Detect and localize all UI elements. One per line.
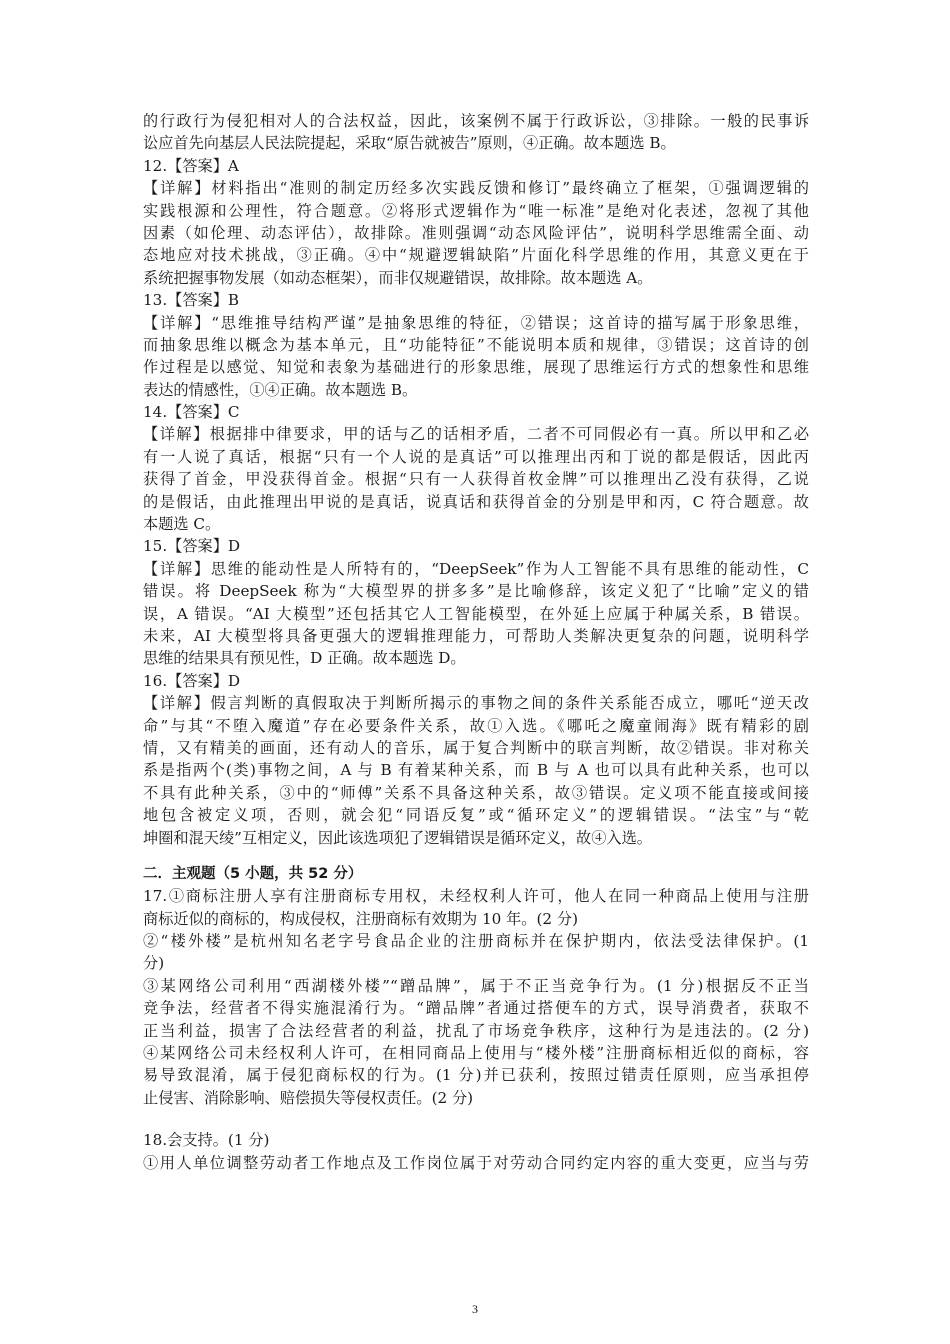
text-line: 而抽象思维以概念为基本单元，且“功能特征”不能说明本质和规律，③错误；这首诗的创 [143,335,809,354]
text-line: 态地应对技术挑战，③正确。④中“规避逻辑缺陷”片面化科学思维的作用，其意义更在于 [143,246,809,265]
text-line: 【详解】根据排中律要求，甲的话与乙的话相矛盾，二者不可同假必有一真。所以甲和乙必 [143,425,809,444]
text-line: 的是假话，由此推理出甲说的是真话，说真话和获得首金的分别是甲和丙，C 符合题意。故 [143,492,809,511]
text-line: 作过程是以感觉、知觉和表象为基础进行的形象思维，展现了思维运行方式的想象性和思维 [143,358,809,377]
answer-13: 13.【答案】B [143,291,240,310]
text-line: 讼应首先向基层人民法院提起，采取“原告就被告”原则，④正确。故本题选 B。 [143,134,676,153]
text-line: 未来，AI 大模型将具备更强大的逻辑推理能力，可帮助人类解决更复杂的问题，说明科学 [143,626,809,645]
text-line: ④某网络公司未经权利人许可，在相同商品上使用与“楼外楼”注册商标相近似的商标，容 [143,1044,809,1063]
text-line: 正当利益，损害了合法经营者的利益，扰乱了市场竞争秩序，这种行为是违法的。(2 分) [143,1021,809,1040]
text-line: 分) [143,954,165,973]
text-line: 【详解】假言判断的真假取决于判断所揭示的事物之间的条件关系能否成立，哪吒“逆天改 [143,694,809,713]
text-line: 系统把握事物发展（如动态框架），而非仅规避错误，故排除。故本题选 A。 [143,268,653,287]
text-line: 系是指两个(类)事物之间，A 与 B 有着某种关系，而 B 与 A 也可以具有此种关系，也可以 [143,761,809,780]
text-line: 【详解】“思维推导结构严谨”是抽象思维的特征，②错误；这首诗的描写属于形象思维， [143,313,809,332]
text-line: 地包含被定义项，否则，就会犯“同语反复”或“循环定义”的逻辑错误。“法宝”与“乾 [143,806,809,825]
text-line: 18.会支持。(1 分) [143,1131,270,1150]
text-line: ②“楼外楼”是杭州知名老字号食品企业的注册商标并在保护期内，依法受法律保护。(1 [143,932,809,951]
text-line: ①用人单位调整劳动者工作地点及工作岗位属于对劳动合同约定内容的重大变更，应当与劳 [143,1153,809,1172]
text-line: 易导致混淆，属于侵犯商标权的行为。(1 分)并已获利，按照过错责任原则，应当承担停 [143,1066,809,1085]
answer-14: 14.【答案】C [143,403,240,422]
text-line: 表达的情感性，①④正确。故本题选 B。 [143,380,418,399]
text-line: 因素（如伦理、动态评估），故排除。准则强调“动态风险评估”，说明科学思维需全面、动 [143,223,809,242]
answer-12: 12.【答案】A [143,156,239,175]
text-line: 止侵害、消除影响、赔偿损失等侵权责任。(2 分) [143,1088,474,1107]
answer-16: 16.【答案】D [143,671,241,690]
text-line: 思维的结果具有预见性，D 正确。故本题选 D。 [143,649,466,668]
text-line: 【详解】材料指出“准则的制定历经多次实践反馈和修订”最终确立了框架，①强调逻辑的 [143,179,809,198]
text-line: 获得了首金，甲没获得首金。根据“只有一人获得首枚金牌”可以推理出乙没有获得，乙说 [143,470,809,489]
text-line: 实践根源和公理性，符合题意。②将形式逻辑作为“唯一标准”是绝对化表述，忽视了其他 [143,201,809,220]
text-line: 商标近似的商标的，构成侵权，注册商标有效期为 10 年。(2 分) [143,909,579,928]
text-line: 命”与其“不堕入魔道”存在必要条件关系，故①入选。《哪吒之魔童闹海》既有精彩的剧 [143,716,809,735]
text-line: 有一人说了真话，根据“只有一个人说的是真话”可以推理出丙和丁说的都是假话，因此丙 [143,447,809,466]
text-line: 17.①商标注册人享有注册商标专用权，未经权利人许可，他人在同一种商品上使用与注册 [143,887,809,906]
text-line: 的行政行为侵犯相对人的合法权益，因此，该案例不属于行政诉讼，③排除。一般的民事诉 [143,112,809,130]
page-number: 3 [472,1302,478,1316]
answer-15: 15.【答案】D [143,537,241,556]
text-line: 错误。将 DeepSeek 称为“大模型界的拼多多”是比喻修辞，该定义犯了“比喻”定义的错 [143,582,809,601]
text-line: 坤圈和混天绫”互相定义，因此该选项犯了逻辑错误是循环定义，故④入选。 [143,828,652,847]
text-line: 不具有此种关系，③中的“师傅”关系不具备这种关系，故③错误。定义项不能直接或间接 [143,783,809,802]
text-line: 误，A 错误。“AI 大模型”还包括其它人工智能模型，在外延上应属于种属关系，B 错误。 [143,604,809,623]
text-line: ③某网络公司利用“西湖楼外楼”“蹭品牌”，属于不正当竞争行为。(1 分)根据反不正当 [143,976,809,995]
text-line: 【详解】思维的能动性是人所特有的，“DeepSeek”作为人工智能不具有思维的能动性，C [143,559,809,578]
text-line: 竞争法，经营者不得实施混淆行为。“蹭品牌”者通过搭便车的方式，误导消费者，获取不 [143,999,809,1018]
section-title: 二．主观题（5 小题，共 52 分） [143,865,363,882]
document-body [143,110,809,1174]
text-line: 本题选 C。 [143,515,221,534]
text-line: 情，又有精美的画面，还有动人的音乐，属于复合判断中的联言判断，故②错误。非对称关 [143,738,809,757]
